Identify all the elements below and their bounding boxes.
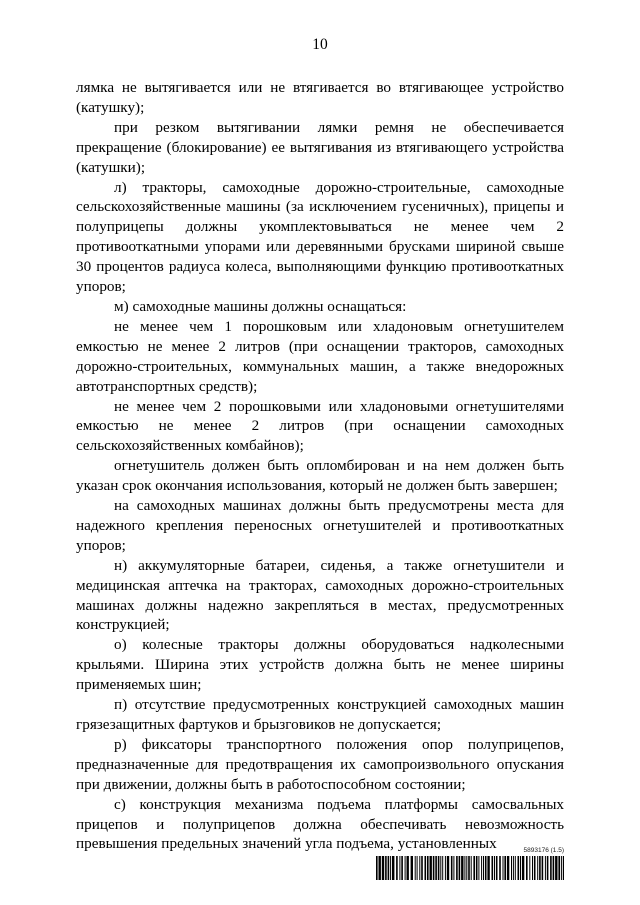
barcode-bar [433,856,435,880]
paragraph: м) самоходные машины должны оснащаться: [114,297,407,315]
barcode-bar [442,856,443,880]
barcode-bar [399,856,400,880]
barcode-bar [445,856,446,880]
barcode-bar [440,856,441,880]
barcode-bar [453,856,454,880]
paragraph: огнетушитель должен быть опломбирован и на нем должен быть указан срок окончания использования, который не должен быть завершен; [76,457,564,495]
paragraph: о) колесные тракторы должны оборудоваться надколесными крыльями. Ширина этих устройств должна быть не менее ширины применяемых шин; [76,636,564,694]
barcode-bar [464,856,465,880]
barcode-bar [468,856,470,880]
barcode-bar [405,856,406,880]
barcode-bar [483,856,484,880]
barcode-bar [425,856,427,880]
barcode-bar [411,856,413,880]
barcode-bar [539,856,541,880]
barcode-bar [507,856,509,880]
barcode-bar [499,856,501,880]
barcode-bar [487,856,489,880]
barcode-bar [415,856,416,880]
barcode-bar [417,856,418,880]
barcode-bar [430,856,432,880]
barcode-bar [427,856,429,880]
paragraph: п) отсутствие предусмотренных конструкцией самоходных машин грязезащитных фартуков и брызговиков не допускается; [76,696,564,733]
barcode-bar [376,856,378,880]
barcode-bar [485,856,487,880]
barcode-bar [401,856,403,880]
barcode-bar [550,856,552,880]
barcode-bar [518,856,520,880]
paragraph: не менее чем 2 порошковыми или хладоновыми огнетушителями емкостью не менее 2 литров (при оснащении самоходных сельскохозяйственных комбайнов); [76,397,564,455]
document-code: 5893176 (1.5) [523,847,564,854]
barcode-bar [522,856,524,880]
barcode-bar [561,856,562,880]
barcode-bar [545,856,546,880]
barcode-bar [511,856,512,880]
paragraph: р) фиксаторы транспортного положения опор полуприцепов, предназначенные для предотвращения их самопроизвольного опускания при движении, должны быть в работоспособном состоянии; [76,735,564,793]
barcode-bar [515,856,516,880]
barcode-bar [382,856,384,880]
document-body [76,78,564,854]
barcode-bar [476,856,478,880]
paragraph: на самоходных машинах должны быть предусмотрены места для надежного крепления переносных огнетушителей и противооткатных упоров; [76,497,564,554]
barcode-bar [520,856,521,880]
barcode [375,856,564,880]
barcode-bar [532,856,533,880]
page-number: 10 [312,36,328,53]
barcode-bar [390,856,391,880]
barcode-bar [503,856,504,880]
barcode-bar [534,856,536,880]
paragraph: не менее чем 1 порошковым или хладоновым огнетушителем емкостью не менее 2 литров (при оснащении тракторов, самоходных дорожно-строительных, коммунальных машин, а также внедорожных автотранспортных средств); [76,317,564,395]
paragraph: с) конструкция механизма подъема платформы самосвальных прицепов и полуприцепов должна обеспечивать невозможность превышения предельных значений угла подъема, установленных [76,795,564,853]
barcode-bar [537,856,538,880]
barcode-bar [478,856,479,880]
barcode-bar [451,856,453,880]
barcode-bar [542,856,544,880]
barcode-bar [471,856,472,880]
barcode-bar [456,856,458,880]
barcode-bar [388,856,390,880]
barcode-bar [385,856,387,880]
barcode-bar [526,856,528,880]
barcode-bar [447,856,449,880]
barcode-bar [421,856,423,880]
barcode-bar [496,856,498,880]
barcode-bar [563,856,564,880]
barcode-bar [419,856,420,880]
barcode-bar [459,856,461,880]
barcode-bar [379,856,381,880]
paragraph: лямка не вытягивается или не втягивается во втягивающее устройство (катушку); [76,79,564,116]
barcode-bar [435,856,437,880]
barcode-bar [461,856,463,880]
barcode-bar [473,856,475,880]
barcode-bar [392,856,394,880]
barcode-bar [481,856,482,880]
barcode-bar [513,856,514,880]
paragraph: л) тракторы, самоходные дорожно-строительные, самоходные сельскохозяйственные машины (за исключением гусеничных), прицепы и полуприцепы должны укомплектовываться не менее чем 2 противооткатными упорами или деревянными брусками шириной свыше 30 процентов радиуса колеса, выполняющими функцию противооткатных упоров; [76,178,564,296]
barcode-bar [466,856,467,880]
barcode-bar [558,856,560,880]
barcode-bar [492,856,494,880]
barcode-bar [494,856,495,880]
barcode-bar [553,856,555,880]
barcode-bar [555,856,557,880]
barcode-bar [438,856,440,880]
barcode-bar [547,856,549,880]
barcode-bar [407,856,409,880]
barcode-bar [529,856,530,880]
barcode-bar [396,856,398,880]
paragraph: при резком вытягивании лямки ремня не обеспечивается прекращение (блокирование) ее вытягивания из втягивающего устройства (катушки); [76,118,564,176]
paragraph: н) аккумуляторные батареи, сиденья, а также огнетушители и медицинская аптечка на тракторах, самоходных дорожно-строительных машинах должны надежно закрепляться в местах, предусмотренных конструкцией; [76,556,564,634]
barcode-bar [504,856,506,880]
